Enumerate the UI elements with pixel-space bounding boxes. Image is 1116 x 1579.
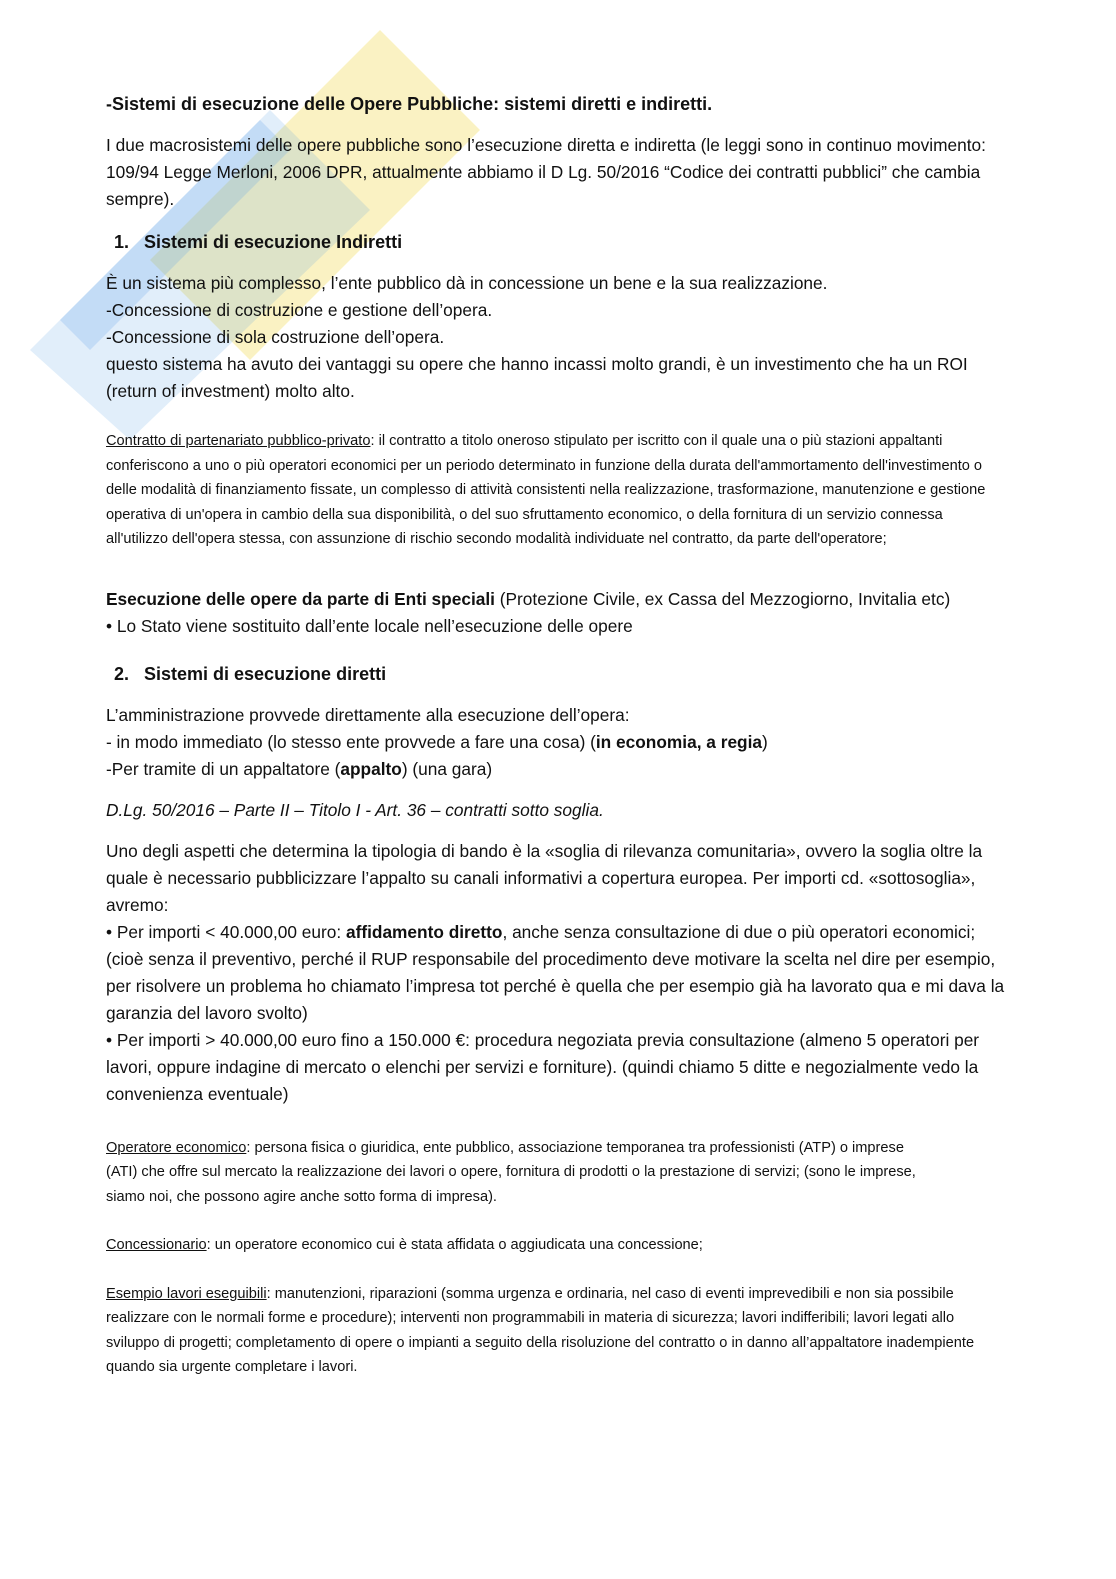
section-1-heading <box>114 230 1006 254</box>
section-1-line: -Concessione di costruzione e gestione dell’opera. <box>106 300 493 320</box>
enti-speciali-bullet: • Lo Stato viene sostituito dall’ente locale nell’esecuzione delle opere <box>106 615 633 636</box>
section-2-heading <box>114 662 1006 686</box>
esempio-term: Esempio lavori eseguibili <box>106 1285 267 1302</box>
bullet1-pre: • Per importi < 40.000,00 euro: <box>106 921 346 942</box>
esempio-definition <box>106 1282 1006 1380</box>
ppp-term: Contratto di partenariato pubblico-privato <box>106 433 371 449</box>
ppp-text: : il contratto a titolo oneroso stipulato per iscritto con il quale una o più stazioni appaltanti conferiscono a uno o più operatori economici per un periodo determinato in funzione della durata dell'ammortamento dell'investimento o delle modalità di finanziamento fissate, un complesso di attività consistenti nella realizzazione, trasformazione, manutenzione e gestione operativa di un'opera in cambio della sua disponibilità, o del suo sfruttamento economico, o della fornitura di un servizio connessa all'utilizzo dell'opera stessa, con assunzione di rischio secondo modalità individuate nel contratto, da parte dell'operatore; <box>106 433 986 547</box>
bullet1-bold: affidamento diretto <box>345 921 503 942</box>
line3-pre: -Per tramite di un appaltatore ( <box>106 758 341 779</box>
bullet1-post: , anche senza consultazione di due o più operatori economici; (cioè senza il preventivo, perché il RUP responsabile del procedimento deve motivare la scelta nel dire per esempio, per risolvere un problema ho chiamato l’impresa tot perché è quella che per esempio già ha lavorato qua e mi dava la garanzia del lavoro svolto) <box>106 921 1005 1023</box>
intro-paragraph: I due macrosistemi delle opere pubbliche sono l’esecuzione diretta e indiretta (le leggi sono in continuo movimento: 109/94 Legge Merloni, 2006 DPR, attualmente abbiamo il D Lg. 50/2016 “Codice dei contratti pubblici” che cambia sempre). <box>106 135 986 209</box>
bullet-affidamento <box>106 919 1006 1027</box>
soglia-paragraph: Uno degli aspetti che determina la tipologia di bando è la «soglia di rilevanza comunitaria», ovvero la soglia oltre la quale è necessario pubblicizzare l’appalto su canali informativi a copertura europea. Per importi cd. «sottosoglia», avremo: <box>106 840 983 915</box>
document-page <box>106 92 1006 1380</box>
section-2-title: Sistemi di esecuzione diretti <box>144 663 387 684</box>
section-2-number: 2. <box>114 663 130 684</box>
enti-speciali-bold: Esecuzione delle opere da parte di Enti speciali <box>106 588 495 609</box>
line3-post: ) (una gara) <box>401 758 493 779</box>
section-2-line <box>106 729 1006 756</box>
enti-speciali-line <box>106 586 1006 613</box>
enti-speciali-rest: (Protezione Civile, ex Cassa del Mezzogiorno, Invitalia etc) <box>494 588 951 609</box>
line3-bold: appalto <box>340 758 402 779</box>
line2-bold: in economia, a regia <box>595 731 763 752</box>
law-reference: D.Lg. 50/2016 – Parte II – Titolo I - Art. 36 – contratti sotto soglia. <box>106 799 604 820</box>
section-1-line: questo sistema ha avuto dei vantaggi su opere che hanno incassi molto grandi, è un investimento che ha un ROI (return of investment) molto alto. <box>106 354 968 401</box>
section-1-line: -Concessione di sola costruzione dell’opera. <box>106 327 445 347</box>
section-1-title: Sistemi di esecuzione Indiretti <box>144 232 403 252</box>
operatore-term: Operatore economico <box>106 1139 247 1156</box>
concessionario-definition <box>106 1233 1006 1258</box>
section-2-line <box>106 756 1006 783</box>
ppp-definition <box>106 429 1006 552</box>
page-title: -Sistemi di esecuzione delle Opere Pubbliche: sistemi diretti e indiretti. <box>106 94 713 114</box>
section-1-number: 1. <box>114 232 130 252</box>
line2-pre: - in modo immediato (lo stesso ente provvede a fare una cosa) ( <box>106 731 596 752</box>
operatore-text: : persona fisica o giuridica, ente pubblico, associazione temporanea tra professionisti (ATP) o imprese (ATI) che offre sul mercato la realizzazione dei lavori o opere, fornitura di prodotti o la prestazione di servizi; (sono le imprese, siamo noi, che possono agire anche sotto forma di impresa). <box>106 1139 916 1205</box>
section-2-line: L’amministrazione provvede direttamente alla esecuzione dell’opera: <box>106 704 630 725</box>
section-1-line: È un sistema più complesso, l’ente pubblico dà in concessione un bene e la sua realizzazione. <box>106 273 828 293</box>
bullet-procedura: • Per importi > 40.000,00 euro fino a 150.000 €: procedura negoziata previa consultazione (almeno 5 operatori per lavori, oppure indagine di mercato o elenchi per servizi e forniture). (quindi chiamo 5 ditte e negozialmente vedo la convenienza eventuale) <box>106 1029 980 1104</box>
esempio-text: : manutenzioni, riparazioni (somma urgenza e ordinaria, nel caso di eventi imprevedibili e non sia possibile realizzare con le normali forme e procedure); interventi non programmabili in materia di sicurezza; lavori indifferibili; lavori legati allo sviluppo di progetti; completamento di opere o impianti a seguito della risoluzione del contratto o in danno all’appaltatore inadempiente quando sia urgente completare i lavori. <box>106 1285 975 1375</box>
line2-post: ) <box>762 731 768 752</box>
concessionario-term: Concessionario <box>106 1237 207 1253</box>
operatore-definition <box>106 1136 1006 1210</box>
concessionario-text: : un operatore economico cui è stata affidata o aggiudicata una concessione; <box>206 1237 703 1253</box>
